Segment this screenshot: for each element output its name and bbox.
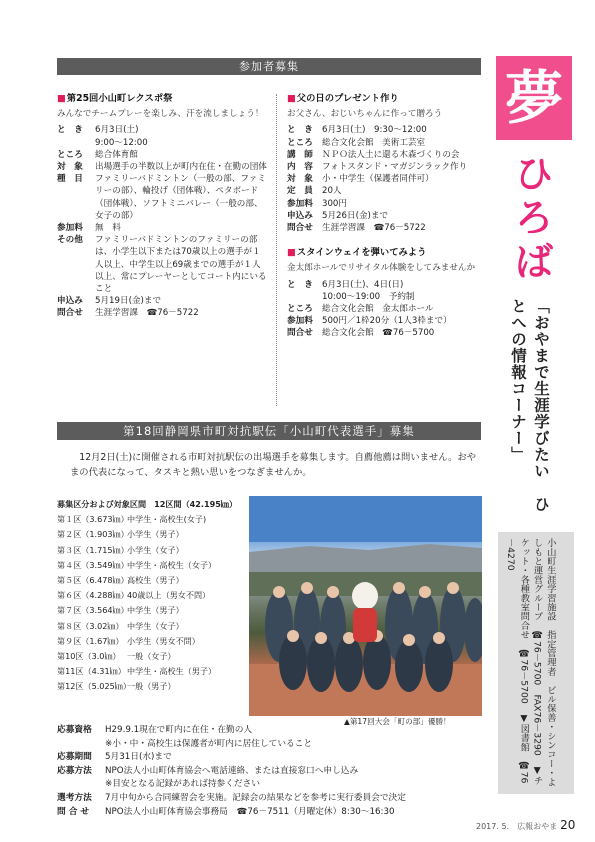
event-detail-row — [57, 124, 267, 148]
event-detail-row — [287, 327, 483, 339]
section-header-participants: 参加者募集 — [57, 58, 481, 75]
event-detail-row-value: 6月3日(土)、4日(日) 10:00～19:00 予約制 — [322, 279, 415, 302]
event-detail-row — [287, 173, 483, 185]
event-detail-row — [287, 137, 483, 149]
relay-section-list — [57, 497, 267, 695]
event-intro: お父さん、おじいちゃんに作って贈ろう — [287, 109, 443, 120]
event-detail-row-label: ところ — [287, 137, 313, 148]
event-detail-row-value: 総合文化会館 美術工芸室 — [322, 137, 426, 148]
requirement-row — [57, 806, 481, 820]
relay-section-row-value: 中学生・高校生（男子） — [127, 666, 217, 677]
event-detail-row-label: 対 象 — [57, 162, 83, 172]
events-right-column — [287, 92, 483, 340]
relay-section-row-value: 中学生（女子） — [127, 620, 184, 631]
page-footer — [476, 817, 575, 834]
event-detail-row — [287, 161, 483, 173]
relay-section-row — [57, 512, 267, 527]
requirement-row — [57, 792, 481, 806]
relay-section-row — [57, 634, 267, 649]
event-detail-row-label: と き — [287, 125, 313, 136]
requirement-row-value: NPO法人小山町体育協会へ電話連絡、または直接窓口へ申し込み ※目安となる記録があれば持参ください — [105, 765, 359, 790]
event-detail-row-label: 内 容 — [287, 162, 313, 172]
event-fathers-day — [287, 92, 483, 234]
relay-section-row — [57, 558, 267, 573]
relay-section-row-value: 小学生（女子） — [127, 544, 184, 555]
relay-section-row-label: 第２区（1.903㎞） — [57, 529, 129, 540]
event-detail-row-label: ところ — [287, 304, 313, 315]
relay-section-row-label: 第８区（3.02㎞） — [57, 620, 124, 631]
event-detail-row-label: と き — [287, 279, 313, 290]
event-detail-row-value: 生涯学習課 ☎76－5722 — [95, 308, 199, 319]
event-detail-row — [287, 222, 483, 234]
event-detail-row-label: と き — [57, 125, 83, 136]
event-detail-row-value: ファミリーバドミントンのファミリーの部は、小学生以下または70歳以上の選手が１人以上、中学生以上69歳までの選手が１人以上、常にプレーヤーとしてコート内にいること — [95, 235, 267, 295]
event-detail-row-value: 5月26日(金)まで — [322, 210, 389, 221]
relay-section-row-value: 小学生（男女不問） — [127, 635, 200, 646]
event-detail-row — [57, 173, 267, 222]
event-detail-row-value: フォトスタンド・マガジンラック作り — [322, 162, 468, 172]
event-detail-row-value: 6月3日(土) 9:00～12:00 — [95, 125, 148, 148]
requirement-row-label: 応募方法 — [57, 765, 92, 776]
event-recspo — [57, 92, 267, 320]
relay-requirements — [57, 724, 481, 819]
requirement-row-label: 応募資格 — [57, 725, 92, 735]
requirement-row-value: 5月31日(水)まで — [105, 752, 172, 763]
relay-section-row — [57, 679, 267, 694]
relay-section-row-value: 40歳以上（男女不問） — [127, 590, 211, 601]
relay-list-header: 募集区分および対象区間 12区間（42.195㎞） — [57, 499, 238, 509]
event-detail-row-value: 総合文化会館 ☎76－5700 — [322, 328, 435, 339]
event-detail-row-label: 問合せ — [287, 328, 313, 339]
event-detail-row-value: 生涯学習課 ☎76－5722 — [322, 223, 426, 234]
relay-section-row — [57, 619, 267, 634]
event-detail-row — [57, 149, 267, 161]
event-detail-row-value: ファミリーバドミントン（一般の部、ファミリーの部）、輪投げ（団体戦）、ペタボード（団体戦）、ソフトミニバレー（一般の部、女子の部） — [95, 174, 266, 221]
requirement-row-value: NPO法人小山町体育協会事務局 ☎76－7511（月曜定休）8:30～16:30 — [105, 806, 395, 817]
relay-section-row — [57, 543, 267, 558]
event-detail-row — [287, 149, 483, 161]
relay-section-row-label: 第５区（6.478㎞） — [57, 575, 129, 586]
relay-section-row-label: 第９区（1.67㎞） — [57, 635, 124, 646]
event-detail-row-value: 20人 — [322, 186, 342, 197]
event-detail-row-value: 小・中学生（保護者同伴可） — [322, 174, 434, 185]
event-detail-row — [287, 210, 483, 222]
event-detail-row — [57, 161, 267, 173]
event-detail-row — [287, 198, 483, 210]
event-detail-row — [57, 295, 267, 307]
relay-section-row-label: 第６区（4.288㎞） — [57, 590, 129, 601]
event-detail-row-label: 参加料 — [57, 223, 83, 234]
event-detail-row-value: 6月3日(土) 9:30～12:00 — [322, 125, 427, 136]
event-detail-row-label: 申込み — [57, 296, 83, 307]
requirement-row — [57, 765, 481, 792]
relay-section-row — [57, 603, 267, 618]
column-divider — [276, 94, 277, 406]
requirement-row — [57, 751, 481, 765]
event-detail-row — [287, 185, 483, 197]
relay-section-row-label: 第11区（4.31㎞） — [57, 666, 126, 677]
relay-section-row-label: 第３区（1.715㎞） — [57, 544, 129, 555]
event-detail-row-label: 申込み — [287, 210, 313, 221]
event-detail-row — [287, 124, 483, 136]
event-detail-row-label: 参加料 — [287, 316, 313, 327]
event-detail-row-value: ＮＰＯ法人土に還る木森づくりの会 — [322, 149, 460, 160]
event-intro: みんなでチームプレーを楽しみ、汗を流しましょう！ — [57, 109, 264, 120]
relay-section-row-label: 第12区（5.025㎞） — [57, 681, 131, 692]
relay-section-row-value: 小学生（男子） — [127, 529, 184, 540]
event-detail-row-value: 総合文化会館 金太郎ホール — [322, 304, 434, 315]
page-number: 20 — [560, 818, 576, 832]
facility-info: 小山町生涯学習施設 指定管理者 ビル保善・シンコー・よしもと運営グループ ☎76－5700 FAX76－3290 ▼チケット・各種教室問合せ ☎76－5700 ▼図書館 ☎76－4270 — [505, 538, 556, 787]
yume-logo: 夢 — [496, 56, 572, 140]
photo-caption: ▲第17回大会「町の部」優勝！ — [344, 717, 451, 726]
event-title: ■父の日のプレゼント作り — [287, 93, 399, 104]
requirement-row — [57, 724, 481, 751]
relay-section-row — [57, 664, 267, 679]
relay-section-row-value: 中学生・高校生（女子） — [127, 559, 217, 570]
event-title: ■スタインウェイを弾いてみよう — [287, 247, 427, 259]
event-detail-row-value: 出場選手の半数以上が町内在住・在勤の団体 — [95, 162, 267, 172]
relay-section-row — [57, 588, 267, 603]
relay-section-row — [57, 649, 267, 664]
relay-section-row-label: 第１区（3.673㎞） — [57, 514, 129, 525]
requirement-row-label: 応募期間 — [57, 752, 92, 763]
event-detail-row-label: 対 象 — [287, 174, 313, 185]
event-detail-row — [287, 303, 483, 315]
event-detail-row-label: 問合せ — [57, 308, 83, 319]
event-detail-row-label: 種 目 — [57, 174, 83, 185]
relay-section-row-value: 中学生・高校生(女子) — [127, 514, 207, 525]
event-detail-row-label: 定 員 — [287, 186, 313, 197]
event-detail-row — [57, 222, 267, 234]
event-detail-row-label: 問合せ — [287, 223, 313, 234]
event-detail-row-value: 300円 — [322, 198, 347, 209]
event-detail-row-value: 500円／1枠20分（1人3枠まで） — [322, 316, 452, 327]
event-detail-row — [287, 315, 483, 327]
event-detail-row-label: 講 師 — [287, 149, 313, 160]
event-detail-row-value: 5月19日(金)まで — [95, 296, 162, 307]
relay-section-row-label: 第７区（3.564㎞） — [57, 605, 129, 616]
relay-section-row-label: 第４区（3.549㎞） — [57, 559, 129, 570]
hiroba-title: ひろば — [514, 152, 553, 284]
relay-section-row — [57, 527, 267, 542]
event-detail-row — [57, 307, 267, 319]
relay-section-row — [57, 573, 267, 588]
event-detail-row-value: 無 料 — [95, 223, 121, 234]
relay-section-row-label: 第10区（3.0㎞） — [57, 651, 121, 662]
event-detail-row-value: 総合体育館 — [95, 149, 138, 160]
relay-section-row-value: 一般（男子） — [127, 681, 176, 692]
event-title: ■第25回小山町レクスポ祭 — [57, 93, 173, 104]
relay-section-row-value: 一般（女子） — [127, 651, 176, 662]
relay-section-row-value: 中学生（男子） — [127, 605, 184, 616]
event-steinway — [287, 246, 483, 339]
requirement-row-value: 7月中旬から合同練習会を実施。記録会の結果などを参考に実行委員会で決定 — [105, 792, 406, 803]
team-photo — [249, 496, 482, 716]
requirement-row-label: 選考方法 — [57, 792, 92, 803]
event-detail-row-label: その他 — [57, 235, 83, 246]
sidebar-tagline: 「おやまで生涯学びたい ひとへの情報コーナー」 — [509, 298, 550, 513]
requirement-row-label: 問 合 せ — [57, 806, 90, 817]
requirement-row-value: H29.9.1現在で町内に在住・在勤の人 ※小・中・高校生は保護者が町内に居住していること — [105, 725, 313, 749]
section-header-relay: 第18回静岡県市町対抗駅伝「小山町代表選手」募集 — [57, 422, 481, 440]
event-detail-row-label: ところ — [57, 149, 83, 160]
relay-intro: 12月2日(土)に開催される市町対抗駅伝の出場選手を募集します。自薦他薦は問いません。おやまの代表になって、タスキと熱い思いをつなぎませんか。 — [70, 452, 476, 478]
event-intro: 金太郎ホールでリサイタル体験をしてみませんか — [287, 263, 476, 274]
event-detail-row — [287, 279, 483, 303]
event-detail-row-label: 参加料 — [287, 198, 313, 209]
issue-label: 2017. 5. 広報おやま — [476, 822, 558, 831]
relay-section-row-value: 高校生（男子） — [127, 575, 184, 586]
event-detail-row — [57, 234, 267, 295]
